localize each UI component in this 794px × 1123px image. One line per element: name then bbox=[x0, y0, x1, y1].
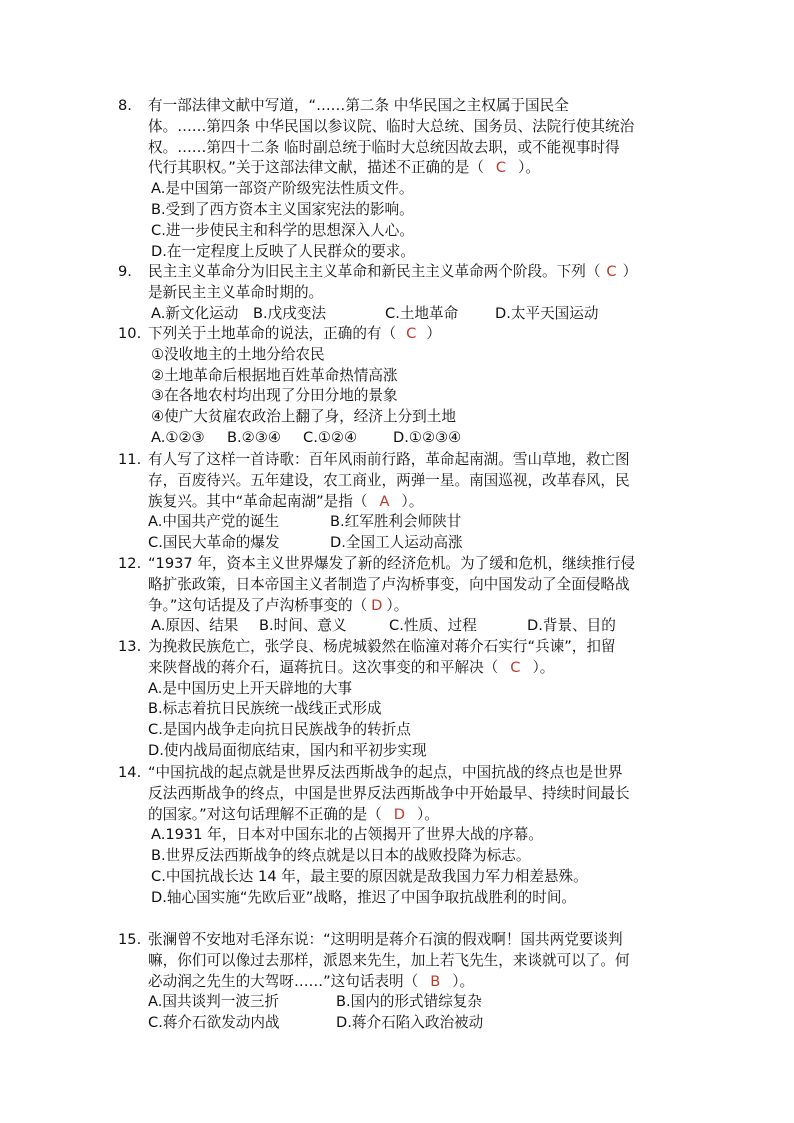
statement-item: ①没收地主的土地分给农民 bbox=[151, 345, 325, 363]
answer-letter: D bbox=[371, 596, 383, 614]
question-14 bbox=[118, 763, 678, 909]
option-c: C.进一步使民主和科学的思想深入人心。 bbox=[151, 221, 414, 239]
option-a: A.新文化运动 bbox=[151, 304, 239, 322]
option-b: B.国内的形式错综复杂 bbox=[336, 993, 482, 1011]
question-number: 9. bbox=[118, 263, 132, 280]
option-a: A.国共谈判一波三折 bbox=[148, 993, 280, 1011]
option-d: D.在一定程度上反映了人民群众的要求。 bbox=[151, 242, 415, 260]
answer-letter: C bbox=[406, 325, 417, 342]
question-number: 13. bbox=[118, 638, 142, 655]
question-stem-line: 争。”这句话提及了卢沟桥事变的（ D ）。 bbox=[148, 596, 409, 614]
question-stem-line: 为挽救民族危亡，张学良、杨虎城毅然在临潼对蒋介石实行“兵谏”，扣留 bbox=[148, 638, 616, 655]
question-number: 11. bbox=[118, 451, 142, 468]
question-stem-line: 存，百废待兴。五年建设，农工商业，两弹一星。南国巡视，改革春风，民 bbox=[148, 471, 630, 489]
question-stem-line: 略扩张政策，日本帝国主义者制造了卢沟桥事变，向中国发动了全面侵略战 bbox=[148, 575, 630, 593]
option-b: B.标志着抗日民族统一战线正式形成 bbox=[148, 700, 382, 718]
question-stem-line: 嘛，你们可以像过去那样，派恩来先生，加上若飞先生，来谈就可以了。何 bbox=[148, 951, 630, 969]
option-c: C.中国抗战长达 14 年，最主要的原因就是敌我国力军力相差悬殊。 bbox=[151, 867, 588, 885]
answer-letter: C bbox=[606, 263, 617, 280]
question-stem-line: 民主主义革命分为旧民主主义革命和新民主主义革命两个阶段。下列（ C ） bbox=[148, 263, 638, 280]
answer-letter: C bbox=[495, 159, 507, 177]
option-d: D.全国工人运动高涨 bbox=[330, 534, 463, 552]
options-row bbox=[148, 992, 678, 1013]
question-11 bbox=[118, 450, 678, 554]
question-number: 12. bbox=[118, 555, 142, 572]
option-c: C.国民大革命的爆发 bbox=[148, 534, 280, 552]
option-b: B.受到了西方资本主义国家宪法的影响。 bbox=[151, 200, 414, 218]
question-number: 14. bbox=[118, 764, 142, 781]
question-number: 10. bbox=[118, 325, 142, 342]
option-a: A.①②③ bbox=[151, 428, 205, 446]
option-b: B.②③④ bbox=[227, 428, 281, 446]
options-row bbox=[148, 533, 678, 554]
question-stem-line: 有一部法律文献中写道，“……第二条 中华民国之主权属于国民全 bbox=[148, 97, 569, 114]
option-a: A.是中国历史上开天辟地的大事 bbox=[148, 679, 353, 697]
answer-letter: D bbox=[393, 805, 406, 823]
option-c: C.①②④ bbox=[303, 428, 358, 446]
question-stem-line: 是新民主主义革命时期的。 bbox=[148, 283, 324, 301]
options-row bbox=[148, 1013, 678, 1034]
option-d: D.背景、目的 bbox=[527, 617, 616, 635]
option-c: C.蒋介石欲发动内战 bbox=[148, 1014, 280, 1032]
question-number: 8. bbox=[118, 97, 132, 114]
options-row bbox=[148, 512, 678, 533]
option-d: D.①②③④ bbox=[393, 428, 462, 446]
answer-letter: A bbox=[379, 492, 390, 510]
statement-item: ③在各地农村均出现了分田分地的景象 bbox=[151, 387, 398, 405]
option-c: C.是国内战争走向抗日民族战争的转折点 bbox=[148, 721, 411, 739]
option-a: A.中国共产党的诞生 bbox=[148, 513, 280, 531]
options-row bbox=[148, 304, 678, 325]
question-stem-line: 体。……第四条 中华民国以参议院、临时大总统、国务员、法院行使其统治 bbox=[148, 117, 635, 135]
question-8 bbox=[118, 96, 678, 262]
question-number: 15. bbox=[118, 931, 142, 948]
statement-item: ②土地革命后根据地百姓革命热情高涨 bbox=[151, 366, 398, 384]
question-stem-line: 代行其职权。”关于这部法律文献，描述不正确的是（ C ）。 bbox=[148, 159, 541, 177]
question-stem-line: “1937 年，资本主义世界爆发了新的经济危机。为了缓和危机，继续推行侵 bbox=[148, 555, 636, 572]
question-stem-line: “中国抗战的起点就是世界反法西斯战争的起点，中国抗战的终点也是世界 bbox=[148, 764, 623, 781]
options-row bbox=[148, 616, 678, 637]
option-c: C.性质、过程 bbox=[389, 617, 477, 635]
statement-item: ④使广大贫雇农政治上翻了身，经济上分到土地 bbox=[151, 408, 456, 426]
answer-letter: C bbox=[510, 658, 521, 676]
question-15 bbox=[118, 930, 678, 1034]
question-stem-line: 张澜曾不安地对毛泽东说：“这明明是蒋介石演的假戏啊！国共两党要谈判 bbox=[148, 931, 623, 948]
question-stem-line: 下列关于土地革命的说法，正确的有（ C ） bbox=[148, 325, 441, 342]
option-b: B.时间、意义 bbox=[259, 617, 347, 635]
option-d: D.太平天国运动 bbox=[495, 304, 599, 322]
option-d: D.蒋介石陷入政治被动 bbox=[336, 1014, 484, 1032]
option-a: A.是中国第一部资产阶级宪法性质文件。 bbox=[151, 180, 414, 198]
question-stem-line: 反法西斯战争的终点，中国是世界反法西斯战争中开始最早、持续时间最长 bbox=[148, 784, 630, 802]
answer-letter: B bbox=[430, 972, 441, 990]
question-stem-line: 的国家。”对这句话理解不正确的是（ D ）。 bbox=[148, 805, 439, 823]
question-stem-line: 有人写了这样一首诗歌：百年风雨前行路，革命起南湖。雪山草地，救亡图 bbox=[148, 451, 630, 468]
question-stem-line: 必动润之先生的大驾呀……”这句话表明（ B ）。 bbox=[148, 972, 475, 990]
options-row bbox=[148, 428, 678, 449]
option-a: A.1931 年，日本对中国东北的占领揭开了世界大战的序幕。 bbox=[151, 826, 543, 844]
question-9 bbox=[118, 262, 678, 324]
question-13 bbox=[118, 637, 678, 762]
option-a: A.原因、结果 bbox=[151, 617, 239, 635]
option-c: C.土地革命 bbox=[385, 304, 459, 322]
question-stem-line: 来陕督战的蒋介石，逼蒋抗日。这次事变的和平解决（ C ）。 bbox=[148, 658, 555, 676]
question-stem-line: 权。……第四十二条 临时副总统于临时大总统因故去职，或不能视事时得 bbox=[148, 138, 620, 156]
option-d: D.轴心国实施“先欧后亚”战略，推迟了中国争取抗战胜利的时间。 bbox=[151, 888, 577, 906]
option-b: B.世界反法西斯战争的终点就是以日本的战败投降为标志。 bbox=[151, 847, 531, 865]
option-d: D.使内战局面彻底结束，国内和平初步实现 bbox=[148, 741, 427, 759]
question-stem-line: 族复兴。其中“革命起南湖”是指（ A ）。 bbox=[148, 492, 424, 510]
question-12 bbox=[118, 554, 678, 637]
option-b: B.红军胜利会师陕甘 bbox=[330, 513, 462, 531]
option-b: B.戊戌变法 bbox=[253, 304, 327, 322]
question-10 bbox=[118, 324, 678, 449]
